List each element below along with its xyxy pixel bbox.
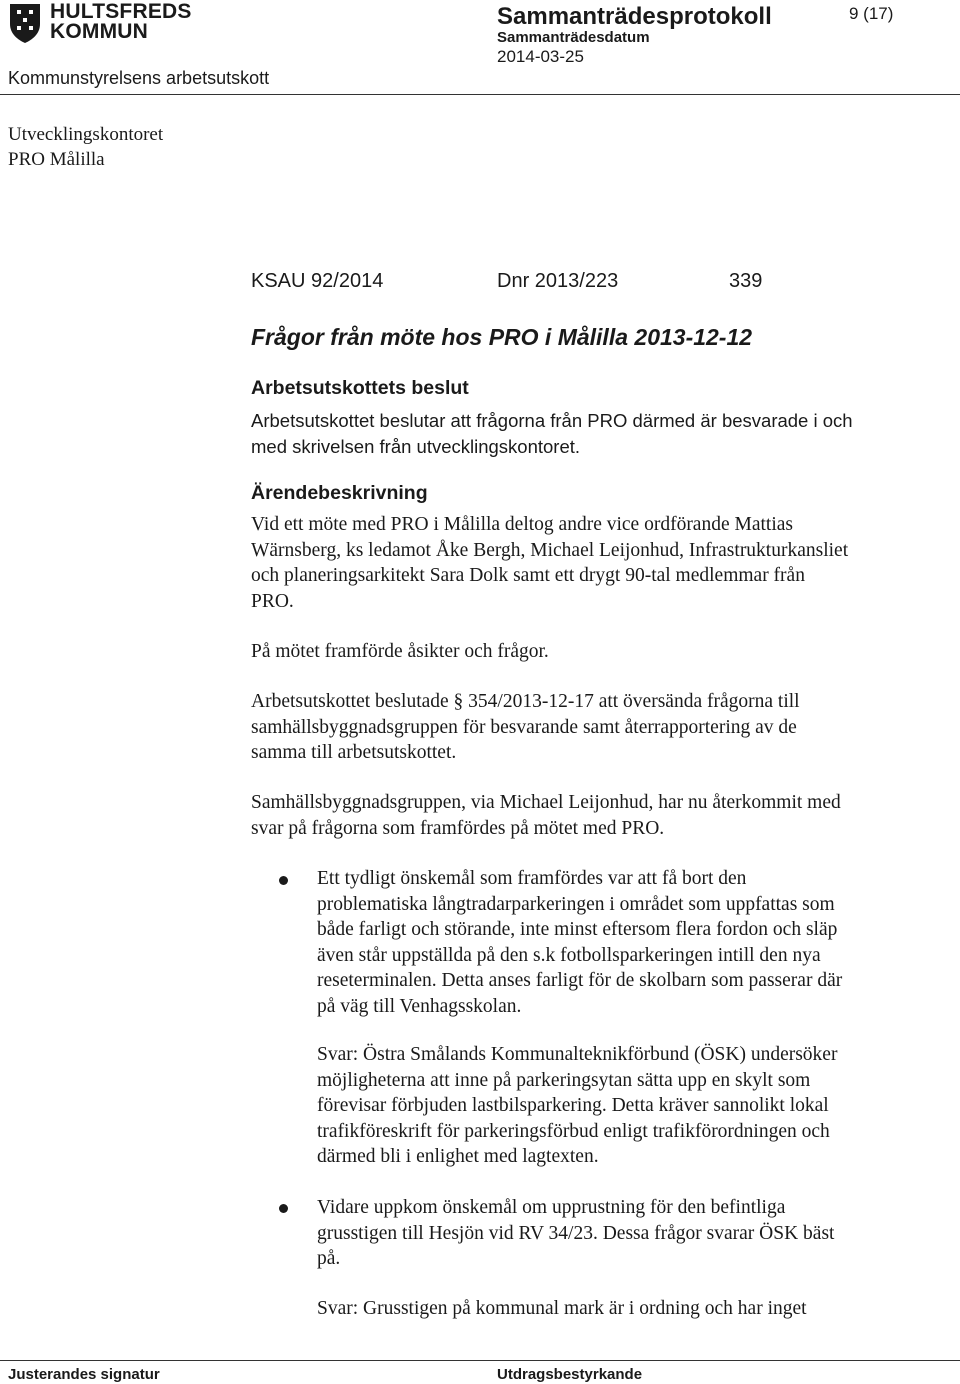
logo-line-1: HULTSFREDS	[50, 0, 192, 23]
text-line: Vid ett möte med PRO i Målilla deltog andre vice ordförande Mattias	[251, 514, 793, 535]
text-line: På mötet framförde åsikter och frågor.	[251, 641, 549, 662]
bullet-icon	[279, 1204, 288, 1213]
description-para-4	[251, 790, 931, 841]
text-line: samhällsbyggnadsgruppen för besvarande samt återrapportering av de	[251, 716, 797, 738]
text-line: problematiska långtradarparkeringen i området som uppfattas som	[317, 893, 835, 915]
footer-divider	[0, 1360, 960, 1361]
case-number: 339	[729, 270, 763, 292]
text-line: Svar: Östra Smålands Kommunalteknikförbund (ÖSK) undersöker	[317, 1044, 838, 1065]
description-para-1	[251, 512, 931, 614]
committee-name: Kommunstyrelsens arbetsutskott	[8, 68, 270, 88]
description-heading: Ärendebeskrivning	[251, 482, 428, 504]
date-label: Sammanträdesdatum	[497, 29, 650, 46]
coat-of-arms-icon	[8, 2, 42, 44]
text-line: Wärnsberg, ks ledamot Åke Bergh, Michael Leijonhud, Infrastrukturkansliet	[251, 539, 849, 561]
text-line: Samhällsbyggnadsgruppen, via Michael Leijonhud, har nu återkommit med	[251, 792, 841, 813]
recipient-2: PRO Målilla	[8, 149, 105, 170]
decision-line: med skrivelsen från utvecklingskontoret.	[251, 435, 581, 457]
text-line: trafikföreskrift för parkeringsförbud enligt trafikförordningen och	[317, 1120, 830, 1142]
footer-certification-label: Utdragsbestyrkande	[497, 1366, 643, 1383]
case-ksau: KSAU 92/2014	[251, 270, 384, 292]
bullet-answer-1	[317, 1042, 937, 1170]
text-line: reseterminalen. Detta anses farligt för de skolbarn som passerar där	[317, 970, 843, 991]
header-divider	[0, 94, 960, 95]
text-line: Svar: Grusstigen på kommunal mark är i ordning och har inget	[317, 1298, 807, 1319]
text-line: PRO.	[251, 590, 294, 612]
text-line: samma till arbetsutskottet.	[251, 742, 457, 763]
decision-heading: Arbetsutskottets beslut	[251, 377, 469, 399]
description-para-2	[251, 639, 931, 665]
text-line: Ett tydligt önskemål som framfördes var att få bort den	[317, 868, 747, 889]
text-line: förevisar förbjuden lastbilsparkering. Detta kräver sannolikt lokal	[317, 1095, 829, 1116]
logo-line-2: KOMMUN	[50, 20, 149, 43]
description-para-3	[251, 689, 931, 766]
case-dnr: Dnr 2013/223	[497, 270, 619, 292]
date-value: 2014-03-25	[497, 47, 584, 66]
logo-text	[50, 2, 192, 42]
bullet-icon	[279, 876, 288, 885]
text-line: därmed bli i enlighet med lagtexten.	[317, 1146, 599, 1167]
text-line: Vidare uppkom önskemål om upprustning för den befintliga	[317, 1197, 786, 1218]
text-line: på.	[317, 1248, 341, 1269]
text-line: grusstigen till Hesjön vid RV 34/23. Dessa frågor svarar ÖSK bäst	[317, 1222, 835, 1244]
decision-line: Arbetsutskottet beslutar att frågorna från PRO därmed är besvarade i och	[251, 410, 853, 431]
text-line: både farligt och störande, inte minst eftersom flera fordon och släp	[317, 919, 838, 940]
footer-signature-label: Justerandes signatur	[8, 1366, 160, 1383]
text-line: svar på frågorna som framfördes på mötet med PRO.	[251, 817, 665, 839]
municipality-logo	[8, 0, 192, 46]
text-line: och planeringsarkitekt Sara Dolk samt ett drygt 90-tal medlemmar från	[251, 565, 805, 586]
page-number: 9 (17)	[849, 4, 894, 23]
protocol-title: Sammanträdesprotokoll	[497, 3, 772, 30]
recipient-1: Utvecklingskontoret	[8, 124, 164, 145]
bullet-answer-2	[317, 1296, 937, 1322]
bullet-item-1	[317, 866, 937, 1019]
case-title: Frågor från möte hos PRO i Målilla 2013-12-12	[251, 324, 753, 350]
decision-text	[251, 408, 931, 459]
bullet-item-2	[317, 1195, 937, 1272]
text-line: Arbetsutskottet beslutade § 354/2013-12-17 att översända frågorna till	[251, 691, 800, 712]
text-line: på väg till Venhagsskolan.	[317, 995, 522, 1017]
text-line: även står uppställda på den s.k fotbollsparkeringen intill den nya	[317, 944, 821, 966]
text-line: möjligheterna att inne på parkeringsytan sätta upp en skylt som	[317, 1069, 811, 1091]
